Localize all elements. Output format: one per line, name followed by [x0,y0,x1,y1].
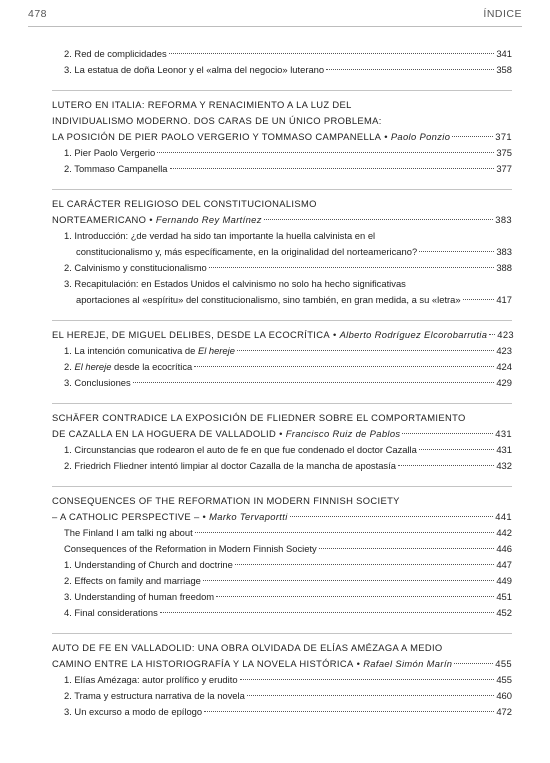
dot-leader [204,711,494,712]
dot-leader [419,251,494,252]
entry-page: 431 [495,428,512,439]
chapter-title-line [52,410,512,426]
toc-entry [52,161,512,177]
toc-section [52,90,512,177]
chapter-title-line [52,113,512,129]
toc-entry-line [52,276,512,292]
chapter-entry [52,426,512,442]
toc-entry [52,541,512,557]
toc-entry [52,688,512,704]
toc-entry [52,46,512,62]
toc-section [52,189,512,308]
entry-title: 2. Effects on family and marriage [64,575,201,586]
chapter-title: EL CARÁCTER RELIGIOSO DEL CONSTITUCIONALISMO [52,198,317,209]
chapter-title: SCHÄFER CONTRADICE LA EXPOSICIÓN DE FLIEDNER SOBRE EL COMPORTAMIENTO [52,412,466,423]
entry-page: 423 [497,329,514,340]
entry-page: 447 [496,559,512,570]
dot-leader [319,548,495,549]
entry-page: 460 [496,690,512,701]
entry-page: 383 [496,246,512,257]
toc-entry [52,458,512,474]
entry-page: 441 [495,511,512,522]
entry-page: 371 [495,131,512,142]
entry-page: 442 [496,527,512,538]
entry-title: aportaciones al «espíritu» del constitucionalismo, sino también, en gran medida, a su «letra» [76,294,461,305]
toc-entry [52,359,512,375]
toc-entry [52,343,512,359]
running-title: ÍNDICE [483,8,522,20]
chapter-author: Paolo Ponzio [390,131,451,142]
dot-leader [402,433,493,434]
entry-page: 377 [496,163,512,174]
toc-entry [52,260,512,276]
entry-title-text: desde la ecocrítica [111,361,193,372]
chapter-title: CAMINO ENTRE LA HISTORIOGRAFÍA Y LA NOVELA HISTÓRICA [52,658,354,669]
dot-leader [157,152,494,153]
entry-title: 4. Final considerations [64,607,158,618]
entry-page: 455 [495,658,512,669]
toc-section [52,486,512,621]
toc-entry [52,62,512,78]
dot-leader [452,136,493,137]
dot-leader [419,449,494,450]
toc-entry [52,589,512,605]
entry-page: 449 [496,575,512,586]
entry-title: 1. Elías Amézaga: autor prolífico y erudito [64,674,238,685]
toc-entry [52,442,512,458]
dot-leader [170,168,495,169]
toc-entry [52,573,512,589]
chapter-entry [52,212,512,228]
toc-entry [52,672,512,688]
dot-leader [169,53,495,54]
entry-title: 1. Circunstancias que rodearon el auto de fe en que fue condenado el doctor Cazalla [64,444,417,455]
entry-page: 423 [496,345,512,356]
entry-title: The Finland I am talki ng about [64,527,193,538]
toc-entry-line [52,228,512,244]
dot-leader [235,564,494,565]
entry-page: 424 [496,361,512,372]
dot-leader [463,299,495,300]
chapter-title-line [52,640,512,656]
entry-page: 455 [496,674,512,685]
toc-entry [52,605,512,621]
entry-title: 3. La estatua de doña Leonor y el «alma del negocio» luterano [64,64,325,75]
entry-page: 383 [495,214,512,225]
entry-title: 3. Un excurso a modo de epílogo [64,706,203,717]
chapter-title: CONSEQUENCES OF THE REFORMATION IN MODERN FINNISH SOCIETY [52,495,400,506]
entry-title: 1. Pier Paolo Vergerio [64,147,156,158]
toc-entry [52,557,512,573]
chapter-entry [52,327,512,343]
entry-page: 446 [496,543,512,554]
chapter-title: EL HEREJE, DE MIGUEL DELIBES, DESDE LA ECOCRÍTICA [52,329,330,340]
toc-entry [52,244,512,260]
chapter-entry [52,656,512,672]
entry-page: 375 [496,147,512,158]
page-header [28,8,522,27]
bullet-separator: • [332,329,337,340]
toc-section [52,403,512,474]
entry-title: 2. Red de complicidades [64,48,167,59]
dot-leader [194,366,494,367]
dot-leader [237,350,494,351]
dot-leader [133,382,495,383]
toc-section [52,320,512,391]
entry-title: 3. Recapitulación: en Estados Unidos el calvinismo no solo ha hecho significativas [64,278,406,289]
chapter-author: Francisco Ruiz de Pablos [285,428,401,439]
chapter-title: – A CATHOLIC PERSPECTIVE – [52,511,200,522]
dot-leader [264,219,494,220]
dot-leader [398,465,494,466]
toc-entry [52,145,512,161]
bullet-separator: • [202,511,207,522]
book-title: El hereje [74,361,112,372]
dot-leader [240,679,495,680]
entry-title: Consequences of the Reformation in Modern Finnish Society [64,543,317,554]
toc-section [52,46,512,78]
entry-page: 341 [496,48,512,59]
chapter-title: LA POSICIÓN DE PIER PAOLO VERGERIO Y TOMMASO CAMPANELLA [52,131,382,142]
dot-leader [203,580,494,581]
bullet-separator: • [356,658,361,669]
dot-leader [489,334,495,335]
book-title: El hereje [197,345,235,356]
chapter-title: LUTERO EN ITALIA: REFORMA Y RENACIMIENTO A LA LUZ DEL [52,99,352,110]
chapter-author: Fernando Rey Martínez [155,214,262,225]
chapter-author: Marko Tervaportti [209,511,288,522]
entry-title: 3. Conclusiones [64,377,131,388]
entry-page: 451 [496,591,512,602]
chapter-author: Alberto Rodríguez Elcorobarrutia [339,329,488,340]
chapter-author: Rafael Simón Marín [363,658,453,669]
chapter-title-line [52,196,512,212]
chapter-title-line [52,493,512,509]
entry-page: 417 [496,294,512,305]
toc-list [52,46,512,720]
toc-entry [52,292,512,308]
entry-title: 2. Trama y estructura narrativa de la novela [64,690,245,701]
bullet-separator: • [279,428,283,439]
dot-leader [160,612,495,613]
bullet-separator: • [384,131,388,142]
chapter-title-line [52,97,512,113]
entry-page: 431 [496,444,512,455]
entry-title: constitucionalismo y, más específicamente, en la originalidad del norteamericano? [76,246,418,257]
entry-title-text: 2. [64,361,75,372]
entry-page: 388 [496,262,512,273]
dot-leader [216,596,494,597]
bullet-separator: • [149,214,153,225]
entry-title-text: 1. La intención comunicativa de [64,345,198,356]
entry-title: 1. Understanding of Church and doctrine [64,559,233,570]
chapter-title: INDIVIDUALISMO MODERNO. DOS CARAS DE UN ÚNICO PROBLEMA: [52,115,382,126]
entry-title: 2. Tommaso Campanella [64,163,168,174]
entry-page: 429 [496,377,512,388]
entry-title [64,343,235,359]
dot-leader [209,267,495,268]
chapter-title: AUTO DE FE EN VALLADOLID: UNA OBRA OLVIDADA DE ELÍAS AMÉZAGA A MEDIO [52,642,443,653]
chapter-title: NORTEAMERICANO [52,214,147,225]
entry-title [64,359,192,375]
dot-leader [326,69,494,70]
dot-leader [247,695,495,696]
page-number: 478 [28,8,48,20]
entry-page: 452 [496,607,512,618]
dot-leader [195,532,495,533]
toc-entry [52,525,512,541]
entry-title: 3. Understanding of human freedom [64,591,215,602]
entry-title: 1. Introducción: ¿de verdad ha sido tan importante la huella calvinista en el [64,230,376,241]
chapter-entry [52,129,512,145]
entry-page: 432 [496,460,512,471]
entry-title: 2. Calvinismo y constitucionalismo [64,262,207,273]
chapter-entry [52,509,512,525]
entry-title: 2. Friedrich Fliedner intentó limpiar al doctor Cazalla de la mancha de apostasía [64,460,396,471]
entry-page: 358 [496,64,512,75]
dot-leader [454,663,493,664]
toc-entry [52,375,512,391]
entry-page: 472 [496,706,512,717]
toc-entry [52,704,512,720]
chapter-title: DE CAZALLA EN LA HOGUERA DE VALLADOLID [52,428,277,439]
toc-section [52,633,512,720]
dot-leader [290,516,494,517]
